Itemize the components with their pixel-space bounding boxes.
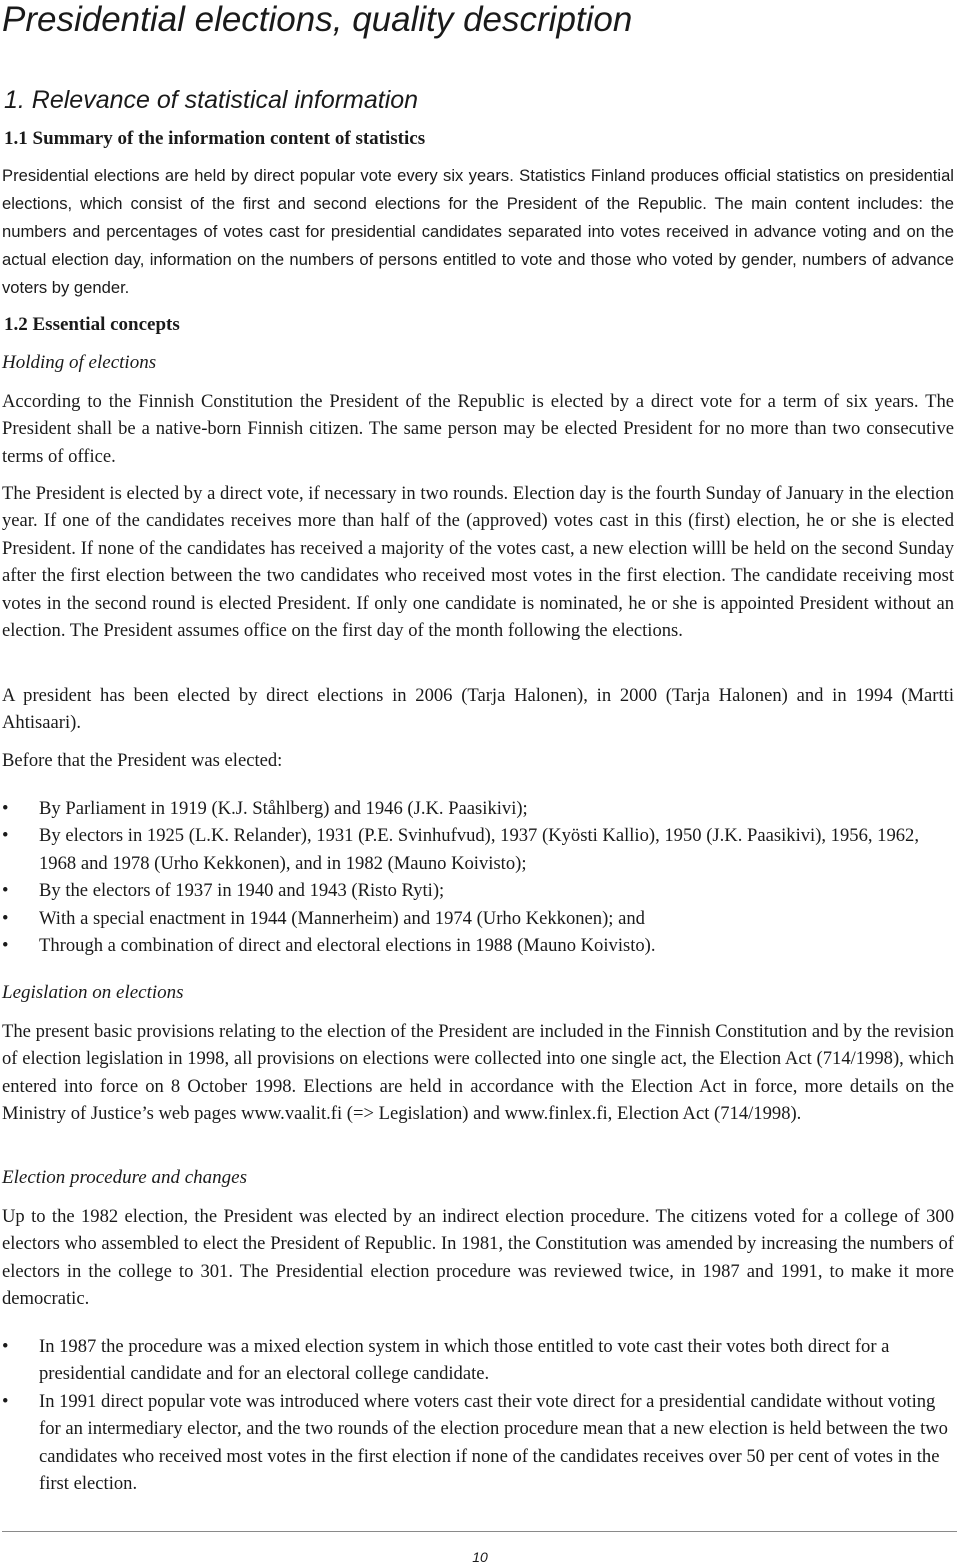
heading-legislation: Legislation on elections (2, 982, 184, 1003)
list-item: • Through a combination of direct and electoral elections in 1988 (Mauno Koivisto). (2, 932, 954, 959)
page-number: 10 (472, 1549, 488, 1565)
holding-paragraph-2: The President is elected by a direct vote, if necessary in two rounds. Election day is the fourth Sunday of January in the election year. If one of the candidates receives more than half of the (approved) votes cast in this (first) election, he or she is elected President. If none of the candidates has received a majority of the votes cast, a new election willl be held on the second Sunday after the first election between the two candidates who received most votes in the first election. The candidate receiving most votes in the second round is elected President. If only one candidate is nominated, he or she is appointed President without an election. The President assumes office on the first day of the month following the elections. (2, 483, 954, 642)
holding-paragraph-4: Before that the President was elected: (2, 750, 283, 771)
document-title: Presidential elections, quality description (2, 0, 633, 39)
bullet-icon: • (2, 907, 9, 929)
list-item: • With a special enactment in 1944 (Mannerheim) and 1974 (Urho Kekkonen); and (2, 905, 954, 932)
summary-paragraph: Presidential elections are held by direct popular vote every six years. Statistics Finland produces official statistics on presidential elections, which consist of the first and second elections for the President of the Republic. The main content includes: the numbers and percentages of votes cast for presidential candidates separated into votes received in advance voting and on the actual election day, information on the numbers of persons entitled to vote and those who voted by gender, numbers of advance voters by gender. (2, 166, 954, 297)
bullet-icon: • (2, 1390, 9, 1412)
subsection-heading-summary: 1.1 Summary of the information content of statistics (4, 128, 426, 149)
list-item: • By the electors of 1937 in 1940 and 1943 (Risto Ryti); (2, 877, 954, 904)
list-item: • In 1987 the procedure was a mixed election system in which those entitled to vote cast their votes both direct for a presidential candidate and for an electoral college candidate. (2, 1333, 954, 1388)
bullet-icon: • (2, 798, 9, 819)
holding-paragraph-3: A president has been elected by direct elections in 2006 (Tarja Halonen), in 2000 (Tarja Halonen) and in 1994 (Martti Ahtisaari). (2, 685, 954, 734)
holding-paragraph-1: According to the Finnish Constitution the President of the Republic is elected by a direct vote for a term of six years. The President shall be a native-born Finnish citizen. The same person may be elected President for no more than two consecutive terms of office. (2, 391, 954, 467)
legislation-paragraph: The present basic provisions relating to the election of the President are included in the Finnish Constitution and by the revision of election legislation in 1998, all provisions on elections were collected into one single act, the Election Act (714/1998), which entered into force on 8 October 1998. Elections are held in accordance with the Election Act in force, more details on the Ministry of Justice’s web pages www.vaalit.fi (=> Legislation) and www.finlex.fi, Election Act (714/1998). (2, 1021, 954, 1125)
bullet-icon: • (2, 935, 9, 957)
president-elected-list (2, 795, 954, 959)
subsection-heading-concepts: 1.2 Essential concepts (4, 314, 180, 335)
heading-holding-of-elections: Holding of elections (2, 352, 157, 373)
list-item: • By Parliament in 1919 (K.J. Ståhlberg) and 1946 (J.K. Paasikivi); (2, 795, 954, 822)
bullet-icon: • (2, 825, 9, 847)
list-item: • By electors in 1925 (L.K. Relander), 1931 (P.E. Svinhufvud), 1937 (Kyösti Kallio), 1950 (J.K. Paasikivi), 1956, 1962, 1968 and 1978 (Urho Kekkonen), and in 1982 (Mauno Koivisto); (2, 822, 954, 877)
heading-election-procedure: Election procedure and changes (2, 1167, 247, 1188)
procedure-changes-list (2, 1333, 954, 1497)
footer-divider (2, 1531, 957, 1532)
procedure-paragraph: Up to the 1982 election, the President was elected by an indirect election procedure. The citizens voted for a college of 300 electors who assembled to elect the President of Republic. In 1981, the Constitution was amended by increasing the numbers of electors in the college to 301. The Presidential election procedure was reviewed twice, in 1987 and 1991, to make it more democratic. (2, 1206, 954, 1310)
list-item: • In 1991 direct popular vote was introduced where voters cast their vote direct for a presidential candidate without voting for an intermediary elector, and the two rounds of the election procedure mean that a new election is held between the two candidates who received most votes in the first election if none of the candidates receives over 50 per cent of votes in the first election. (2, 1388, 954, 1498)
section-heading-relevance: 1. Relevance of statistical information (4, 86, 419, 114)
bullet-icon: • (2, 880, 9, 902)
bullet-icon: • (2, 1336, 9, 1357)
